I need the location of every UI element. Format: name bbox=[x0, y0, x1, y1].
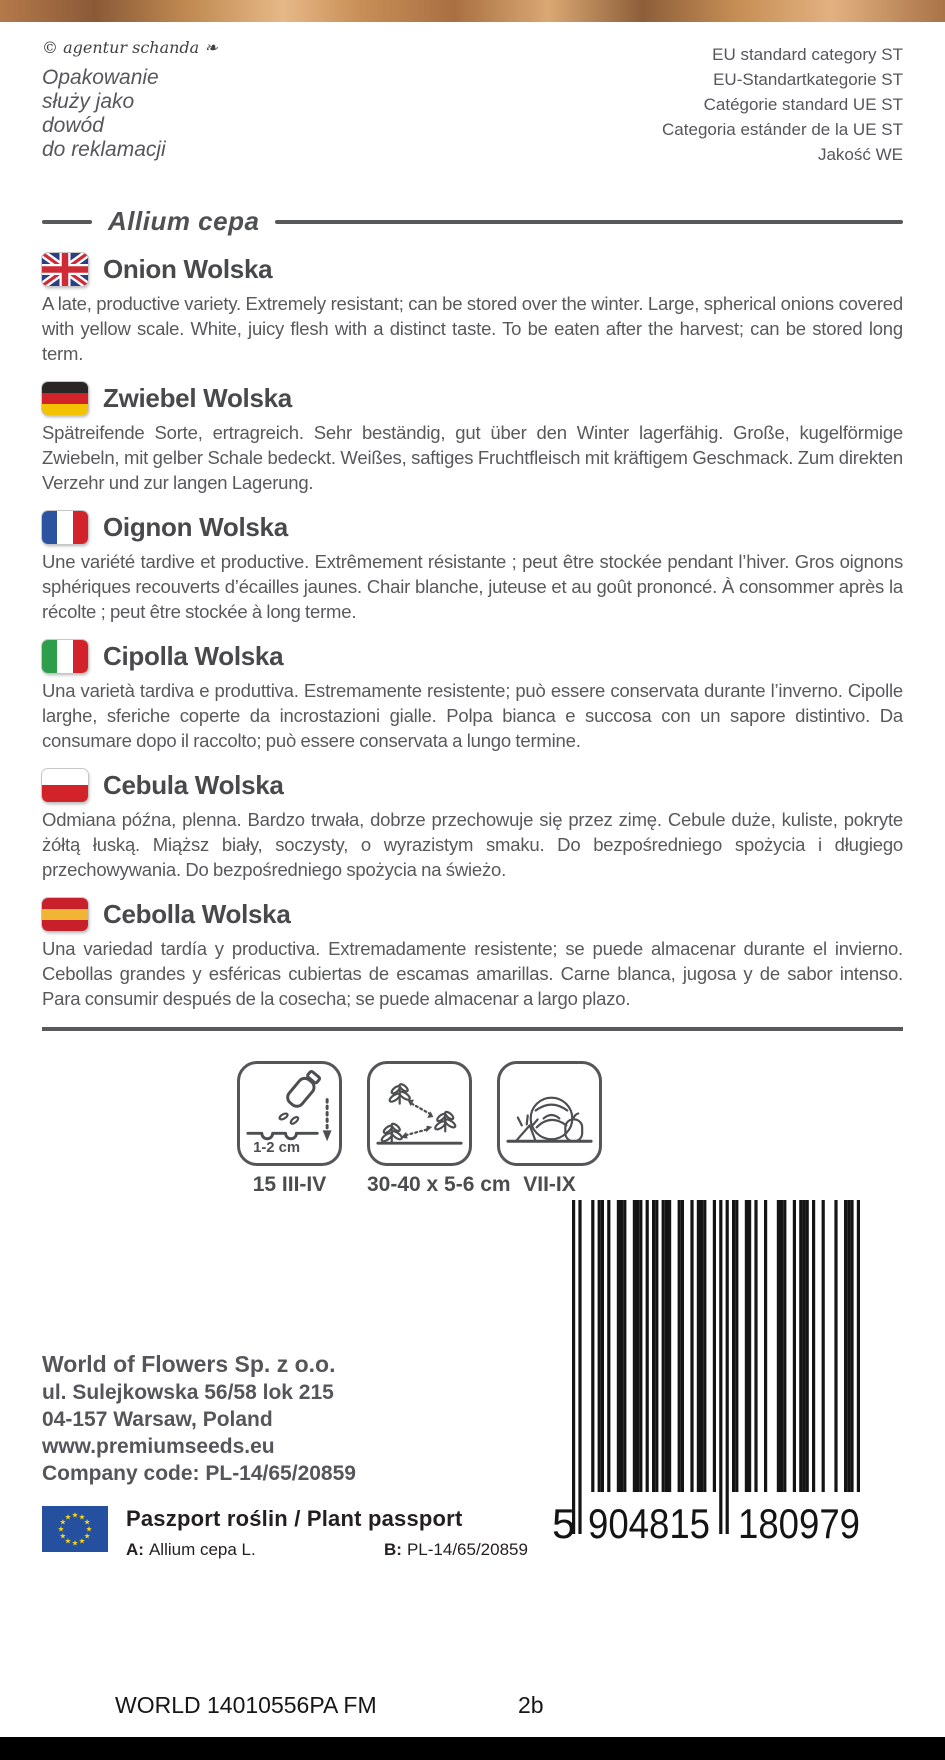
variety-description-it: Una varietà tardiva e produttiva. Estremamente resistente; può essere conservata durante l’inverno. Cipolle larghe, sferiche coperte da incrostazioni gialle. Polpa bianca e succosa con un sapore distintivo. Da consumare dopo il raccolto; può essere conservata a lungo termine. bbox=[42, 680, 903, 751]
eu-category-lines bbox=[662, 42, 903, 167]
plant-spacing-label: 30-40 x 5-6 cm bbox=[367, 1173, 511, 1196]
sowing-depth-icon bbox=[237, 1061, 342, 1166]
variety-title-it: Cipolla Wolska bbox=[103, 640, 284, 671]
italy-flag-icon bbox=[42, 640, 88, 673]
variety-description-de: Spätreifende Sorte, ertragreich. Sehr beständig, gut über den Winter lagerfähig. Große, kugelförmige Zwiebeln, mit gelber Schale bedeckt. Weißes, saftiges Fruchtfleisch mit kräftigem Geschmack. Zum direkten Verzehr und zur langen Lagerung. bbox=[42, 422, 903, 493]
eu-flag-icon bbox=[42, 1506, 108, 1557]
producer-address-line: ul. Sulejkowska 56/58 lok 215 bbox=[42, 1381, 334, 1404]
svg-text:180979: 180979 bbox=[738, 1500, 860, 1542]
variety-description-en: A late, productive variety. Extremely resistant; can be stored over the winter. Large, spherical onions covered with yellow scale. White, juicy flesh with a distinct taste. To be eaten after the harvest; can be stored long term. bbox=[42, 293, 903, 364]
svg-text:5: 5 bbox=[552, 1500, 576, 1542]
svg-text:★: ★ bbox=[78, 1536, 86, 1546]
sowing-depth-value: 1-2 cm bbox=[253, 1140, 301, 1157]
producer-company-code: Company code: PL-14/65/20859 bbox=[42, 1462, 356, 1485]
section-spanish bbox=[42, 897, 903, 1011]
section-italian bbox=[42, 639, 903, 753]
section-polish bbox=[42, 768, 903, 882]
section-french bbox=[42, 510, 903, 624]
plant-passport-block bbox=[42, 1506, 528, 1560]
uk-flag-icon bbox=[42, 253, 88, 286]
section-divider bbox=[42, 1027, 903, 1031]
eu-category-line: Catégorie standard UE ST bbox=[703, 95, 903, 114]
svg-text:★: ★ bbox=[78, 1512, 86, 1522]
svg-text:★: ★ bbox=[71, 1538, 79, 1548]
passport-text bbox=[126, 1506, 528, 1560]
cultivation-icons-row bbox=[237, 1061, 903, 1197]
section-french-head bbox=[42, 510, 903, 544]
packet-content bbox=[0, 22, 945, 1197]
section-german-head bbox=[42, 381, 903, 415]
svg-text:★: ★ bbox=[64, 1536, 72, 1546]
variety-title-pl: Cebula Wolska bbox=[103, 769, 284, 800]
passport-b-value: PL-14/65/20859 bbox=[406, 1540, 528, 1559]
schanda-logo-icon: ❧ bbox=[204, 38, 218, 57]
france-flag-icon bbox=[42, 511, 88, 544]
svg-text:★: ★ bbox=[83, 1517, 91, 1527]
svg-text:★: ★ bbox=[83, 1531, 91, 1541]
sowing-date-label: 15 III-IV bbox=[252, 1173, 327, 1196]
eu-category-line: Categoria estánder de la UE ST bbox=[662, 120, 903, 139]
header-block bbox=[42, 22, 903, 196]
claim-line: dowód bbox=[42, 114, 104, 137]
producer-name: World of Flowers Sp. z o.o. bbox=[42, 1351, 336, 1377]
germany-flag-icon bbox=[42, 382, 88, 415]
ean13-barcode bbox=[552, 1200, 878, 1547]
producer-address-line: 04-157 Warsaw, Poland bbox=[42, 1408, 273, 1431]
svg-text:★: ★ bbox=[59, 1517, 67, 1527]
page-mark: 2b bbox=[518, 1692, 544, 1718]
species-name: Allium cepa bbox=[108, 206, 260, 236]
variety-description-es: Una variedad tardía y productiva. Extremadamente resistente; se puede almacenar durante el invierno. Cebollas grandes y esféricas cubiertas de escamas amarillas. Carne blanca, jugosa y de sabor intenso. Para consumir después de la cosecha; se puede almacenar a largo plazo. bbox=[42, 938, 903, 1009]
harvest-period-label: VII-IX bbox=[523, 1173, 576, 1196]
section-italian-head bbox=[42, 639, 903, 673]
rule-right bbox=[275, 220, 903, 224]
harvest-instruction bbox=[497, 1061, 602, 1197]
eu-category-line: EU-Standartkategorie ST bbox=[713, 70, 903, 89]
sowing-instruction bbox=[237, 1061, 342, 1197]
variety-title-en: Onion Wolska bbox=[103, 253, 273, 284]
svg-text:★: ★ bbox=[57, 1524, 65, 1534]
svg-text:904815: 904815 bbox=[588, 1500, 710, 1542]
passport-a-label: A: bbox=[126, 1540, 144, 1559]
eu-category-line: Jakość WE bbox=[817, 145, 903, 164]
plant-spacing-icon bbox=[367, 1061, 472, 1166]
rule-left bbox=[42, 220, 92, 224]
eu-category-line: EU standard category ST bbox=[712, 45, 903, 64]
variety-description-pl: Odmiana późna, plenna. Bardzo trwała, dobrze przechowuje się przez zimę. Cebule duże, kuliste, pokryte żółtą łuską. Miąższ biały, soczysty, o wyrazistym smaku. Do bezpośredniego spożycia i długiego przechowywania. Do bezpośredniego spożycia na świeżo. bbox=[42, 809, 903, 880]
spacing-instruction bbox=[367, 1061, 511, 1197]
section-spanish-head bbox=[42, 897, 903, 931]
variety-title-fr: Oignon Wolska bbox=[103, 511, 288, 542]
agency-credit-text: © agentur schanda bbox=[42, 38, 200, 57]
passport-field-b bbox=[384, 1540, 528, 1560]
passport-title: Paszport roślin / Plant passport bbox=[126, 1506, 463, 1531]
bottom-black-bar bbox=[0, 1737, 945, 1760]
variety-title-es: Cebolla Wolska bbox=[103, 898, 291, 929]
onion-photo-strip bbox=[0, 0, 945, 22]
section-polish-head bbox=[42, 768, 903, 802]
svg-text:★: ★ bbox=[71, 1510, 79, 1520]
passport-fields bbox=[126, 1540, 528, 1560]
print-code: WORLD 14010556PA FM bbox=[115, 1692, 377, 1718]
passport-field-a bbox=[126, 1540, 384, 1560]
variety-description-fr: Une variété tardive et productive. Extrêmement résistante ; peut être stockée pendant l’hiver. Gros oignons sphériques recouverts d’écailles jaunes. Chair blanche, juteuse et au goût prononcé. À consommer après la récolte ; peut être stockée à long terme. bbox=[42, 551, 903, 622]
spain-flag-icon bbox=[42, 898, 88, 931]
variety-title-de: Zwiebel Wolska bbox=[103, 382, 292, 413]
producer-address bbox=[42, 1350, 356, 1487]
section-english bbox=[42, 252, 903, 366]
passport-b-label: B: bbox=[384, 1540, 402, 1559]
claim-line: Opakowanie bbox=[42, 66, 159, 89]
claim-line: do reklamacji bbox=[42, 138, 166, 161]
passport-a-value: Allium cepa L. bbox=[148, 1540, 256, 1559]
svg-text:★: ★ bbox=[85, 1524, 93, 1534]
producer-website: www.premiumseeds.eu bbox=[42, 1435, 275, 1458]
harvest-vegetables-icon bbox=[497, 1061, 602, 1166]
species-header bbox=[42, 206, 903, 237]
poland-flag-icon bbox=[42, 769, 88, 802]
svg-text:★: ★ bbox=[64, 1512, 72, 1522]
claim-line: służy jako bbox=[42, 90, 135, 113]
section-german bbox=[42, 381, 903, 495]
svg-text:★: ★ bbox=[59, 1531, 67, 1541]
section-english-head bbox=[42, 252, 903, 286]
